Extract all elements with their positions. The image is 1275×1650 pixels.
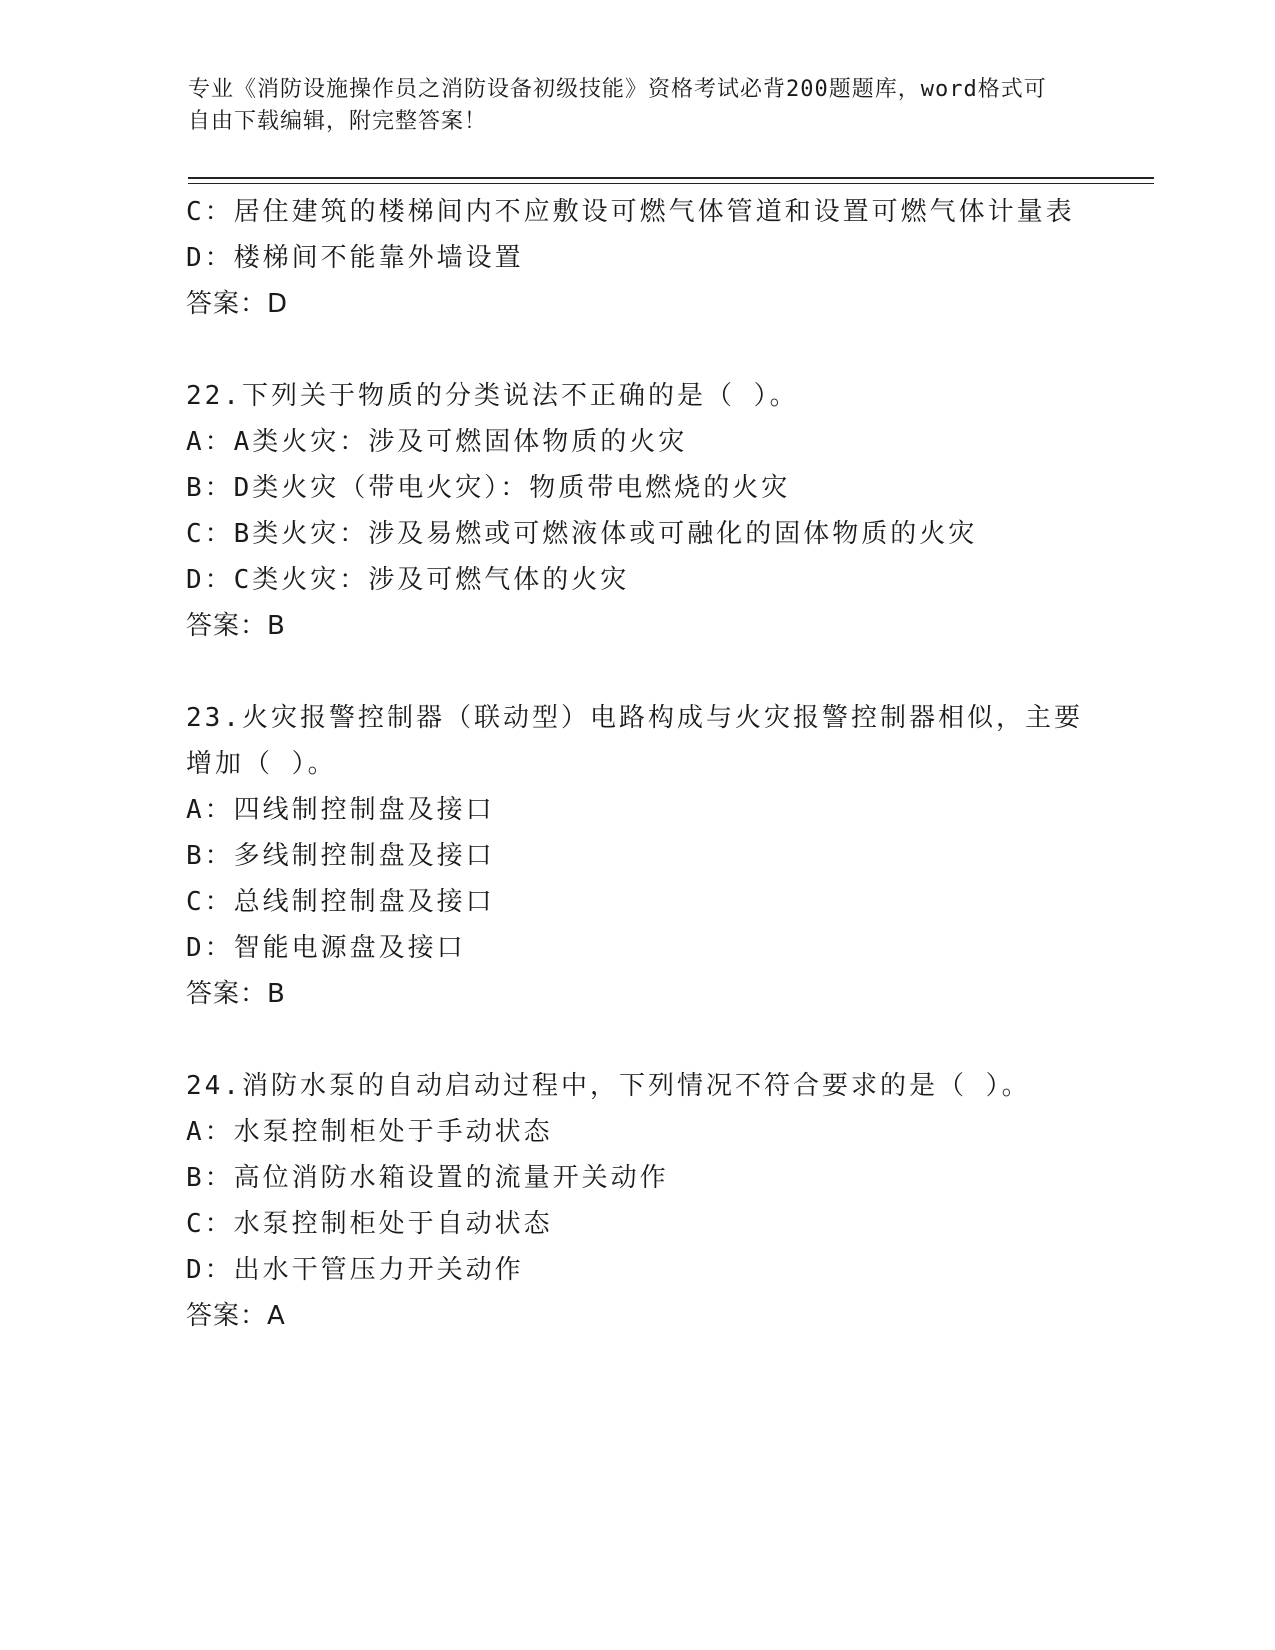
option-d: D：C类火灾：涉及可燃气体的火灾: [186, 565, 630, 595]
document-header: 专业《消防设施操作员之消防设备初级技能》资格考试必背200题题库，word格式可自由下载编辑，附完整答案！: [188, 77, 1047, 134]
option-d: D：楼梯间不能靠外墙设置: [186, 243, 524, 273]
option-c: C：水泵控制柜处于自动状态: [186, 1209, 553, 1239]
question-stem: 22.下列关于物质的分类说法不正确的是（ ）。: [186, 381, 799, 411]
answer-label: 答案：A: [186, 1301, 286, 1331]
header-divider-thin: [188, 183, 1154, 184]
option-c: C：总线制控制盘及接口: [186, 887, 495, 917]
question-24: [186, 1063, 1086, 1339]
option-b: B：D类火灾（带电火灾）：物质带电燃烧的火灾: [186, 473, 791, 503]
option-a: A：水泵控制柜处于手动状态: [186, 1117, 553, 1147]
option-c: C：居住建筑的楼梯间内不应敷设可燃气体管道和设置可燃气体计量表: [186, 197, 1075, 227]
answer-label: 答案：B: [186, 979, 286, 1009]
option-b: B：多线制控制盘及接口: [186, 841, 495, 871]
option-a: A：四线制控制盘及接口: [186, 795, 495, 825]
answer-label: 答案：D: [186, 289, 289, 319]
option-a: A：A类火灾：涉及可燃固体物质的火灾: [186, 427, 688, 457]
previous-question-tail: [186, 189, 1086, 327]
question-list: [186, 189, 1086, 1339]
question-23: [186, 695, 1086, 1017]
answer-label: 答案：B: [186, 611, 286, 641]
question-stem: 23.火灾报警控制器（联动型）电路构成与火灾报警控制器相似，主要增加（ ）。: [186, 703, 1083, 779]
option-c: C：B类火灾：涉及易燃或可燃液体或可融化的固体物质的火灾: [186, 519, 978, 549]
option-b: B：高位消防水箱设置的流量开关动作: [186, 1163, 669, 1193]
header-divider-thick: [188, 177, 1154, 179]
option-d: D：出水干管压力开关动作: [186, 1255, 524, 1285]
question-stem: 24.消防水泵的自动启动过程中，下列情况不符合要求的是（ ）。: [186, 1071, 1031, 1101]
option-d: D：智能电源盘及接口: [186, 933, 466, 963]
question-22: [186, 373, 1086, 649]
